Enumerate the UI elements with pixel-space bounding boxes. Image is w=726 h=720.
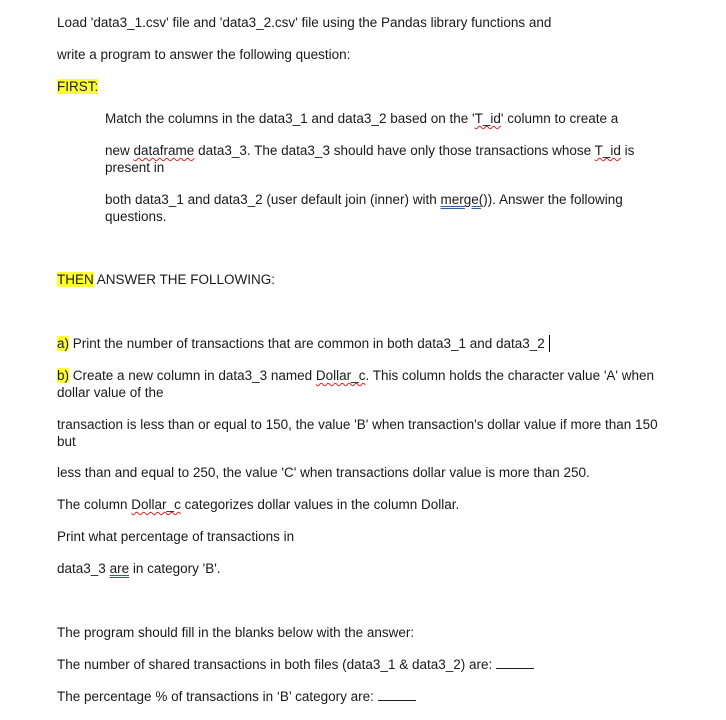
text-span: is	[620, 143, 635, 158]
question-b-line-6	[57, 496, 459, 513]
answers-intro: The program should fill in the blanks below with the answer:	[57, 625, 415, 640]
text-span: )). Answer the following	[483, 192, 623, 207]
first-paragraph-3-cont: questions.	[105, 209, 167, 224]
text-span: both data3_1 and data3_2 (user default join (inner) with	[105, 192, 441, 207]
text-cursor	[549, 335, 550, 352]
question-b-line-7: Print what percentage of transactions in	[57, 529, 295, 544]
spelling-flag-dollar-c: Dollar_c	[131, 497, 181, 512]
question-b-line-5: less than and equal to 250, the value 'C' when transactions dollar value is more than 250.	[57, 465, 590, 480]
spelling-flag-tid: T_id	[594, 143, 621, 158]
first-paragraph-1	[105, 110, 618, 127]
answer-blank-percentage[interactable]	[378, 688, 416, 701]
spelling-flag-dataframe: dataframe	[133, 143, 195, 158]
intro-line-1: Load 'data3_1.csv' file and 'data3_2.csv' file using the Pandas library functions and	[57, 15, 552, 30]
question-b-line-1	[57, 367, 654, 384]
first-paragraph-3	[105, 191, 623, 208]
text-span: . This column holds the character value 'A' when	[365, 368, 655, 383]
question-b-marker: b)	[57, 368, 70, 383]
then-heading	[57, 271, 275, 288]
text-span: data3_3. The data3_3 should have only those transactions whose	[194, 143, 595, 158]
question-b-line-4: but	[57, 434, 76, 449]
intro-line-2: write a program to answer the following question:	[57, 47, 351, 62]
text-span: new	[105, 143, 134, 158]
text-span: data3_3	[57, 561, 110, 576]
first-label-highlight: FIRST:	[57, 79, 99, 94]
text-span: The column	[57, 497, 132, 512]
then-label-highlight: THEN	[57, 272, 94, 287]
first-paragraph-2	[105, 142, 634, 159]
text-span: The number of shared transactions in both files (data3_1 & data3_2) are:	[57, 657, 497, 672]
grammar-flag-are: are	[109, 561, 130, 576]
text-span: The percentage % of transactions in ‘B’ category are:	[57, 689, 378, 704]
question-a	[57, 335, 550, 352]
text-span: Match the columns in the data3_1 and data3_2 based on the '	[105, 111, 475, 126]
question-b-line-8	[57, 560, 221, 577]
question-a-marker: a)	[57, 336, 70, 351]
text-span: Print the number of transactions that are common in both data3_1 and data3_2	[69, 336, 545, 351]
first-heading	[57, 78, 98, 95]
question-b-line-3: transaction is less than or equal to 150, the value 'B' when transaction's dollar value if more than 150	[57, 417, 658, 432]
answer-percentage-b	[57, 688, 416, 705]
answer-blank-shared[interactable]	[496, 656, 534, 669]
answer-shared-transactions	[57, 656, 534, 673]
text-span: categorizes dollar values in the column Dollar.	[180, 497, 460, 512]
text-span: Create a new column in data3_3 named	[69, 368, 316, 383]
text-span: ANSWER THE FOLLOWING:	[93, 272, 276, 287]
text-span: ' column to create a	[500, 111, 619, 126]
spelling-flag-tid: T_id	[474, 111, 501, 126]
text-span: in category 'B'.	[129, 561, 221, 576]
grammar-flag-merge: merge(	[440, 192, 484, 207]
first-paragraph-2-cont: present in	[105, 160, 165, 175]
question-b-line-2: dollar value of the	[57, 385, 164, 400]
spelling-flag-dollar-c: Dollar_c	[315, 368, 366, 383]
